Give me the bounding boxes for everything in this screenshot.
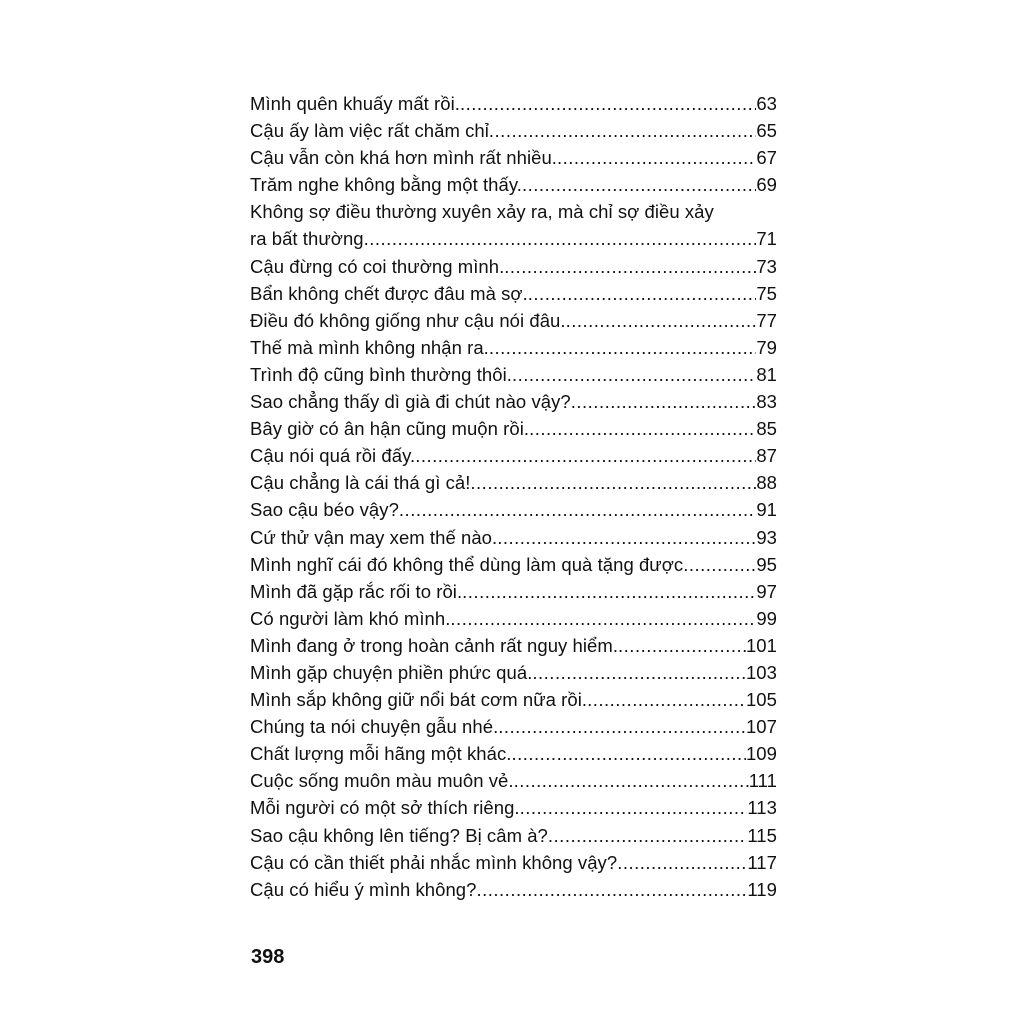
toc-entry-title: Cứ thử vận may xem thế nào. bbox=[250, 526, 498, 548]
toc-entry-page: 97 bbox=[756, 580, 777, 602]
toc-entry bbox=[250, 496, 777, 523]
dot-leader bbox=[504, 253, 756, 280]
table-of-contents bbox=[250, 90, 777, 903]
toc-entry-line bbox=[250, 659, 777, 686]
toc-entry-title: Trình độ cũng bình thường thôi. bbox=[250, 363, 512, 385]
toc-entry-page: 79 bbox=[756, 336, 777, 358]
toc-entry-page: 95 bbox=[756, 553, 777, 575]
toc-entry-title: Cuộc sống muôn màu muôn vẻ. bbox=[250, 770, 514, 792]
toc-entry-line bbox=[250, 794, 777, 821]
toc-entry bbox=[250, 605, 777, 632]
toc-entry bbox=[250, 659, 777, 686]
toc-entry-line bbox=[250, 415, 777, 442]
toc-entry-title-first-line: Không sợ điều thường xuyên xảy ra, mà chỉ sợ điều xảy bbox=[250, 201, 714, 223]
toc-entry-title: Cậu vẫn còn khá hơn mình rất nhiều. bbox=[250, 147, 557, 169]
dot-leader bbox=[617, 849, 747, 876]
toc-entry-title: Cậu chẳng là cái thá gì cả! bbox=[250, 472, 471, 494]
dot-leader bbox=[489, 334, 756, 361]
toc-entry-line bbox=[250, 388, 777, 415]
toc-entry bbox=[250, 280, 777, 307]
toc-entry-page: 69 bbox=[756, 174, 777, 196]
toc-entry-title: Mình gặp chuyện phiền phức quá. bbox=[250, 661, 533, 683]
dot-leader bbox=[520, 794, 748, 821]
toc-entry-page: 83 bbox=[756, 391, 777, 413]
toc-entry-line bbox=[250, 144, 777, 171]
dot-leader bbox=[512, 361, 756, 388]
toc-entry-page: 77 bbox=[756, 309, 777, 331]
toc-entry-page: 111 bbox=[748, 770, 777, 792]
toc-entry-line bbox=[250, 361, 777, 388]
toc-entry-line bbox=[250, 551, 777, 578]
toc-entry-page: 81 bbox=[756, 363, 777, 385]
toc-entry-page: 75 bbox=[756, 282, 777, 304]
toc-entry-line bbox=[250, 849, 777, 876]
toc-entry-page: 93 bbox=[756, 526, 777, 548]
toc-entry-line bbox=[250, 822, 777, 849]
toc-entry bbox=[250, 117, 777, 144]
dot-leader bbox=[415, 442, 756, 469]
toc-entry-line bbox=[250, 117, 777, 144]
dot-leader bbox=[514, 767, 749, 794]
dot-leader bbox=[571, 388, 757, 415]
toc-entry bbox=[250, 469, 777, 496]
toc-entry-title: Thế mà mình không nhận ra. bbox=[250, 336, 489, 358]
toc-entry-page: 88 bbox=[756, 472, 777, 494]
toc-entry-page: 73 bbox=[756, 255, 777, 277]
dot-leader bbox=[450, 605, 756, 632]
toc-entry-line bbox=[250, 469, 777, 496]
toc-entry-title: Sao cậu béo vậy? bbox=[250, 499, 399, 521]
toc-entry-title: Mình đã gặp rắc rối to rồi. bbox=[250, 580, 463, 602]
dot-leader bbox=[532, 659, 746, 686]
toc-entry-page: 103 bbox=[745, 661, 777, 683]
dot-leader bbox=[498, 713, 746, 740]
toc-entry-page: 107 bbox=[745, 716, 777, 738]
dot-leader bbox=[522, 171, 756, 198]
dot-leader bbox=[529, 415, 756, 442]
toc-entry-line bbox=[250, 605, 777, 632]
toc-entry-title: Mỗi người có một sở thích riêng. bbox=[250, 797, 520, 819]
dot-leader bbox=[548, 822, 747, 849]
toc-entry-line bbox=[250, 253, 777, 280]
toc-entry bbox=[250, 578, 777, 605]
dot-leader bbox=[497, 524, 756, 551]
toc-entry bbox=[250, 713, 777, 740]
toc-entry-page: 113 bbox=[747, 797, 777, 819]
toc-entry-title: Sao cậu không lên tiếng? Bị câm à? bbox=[250, 824, 548, 846]
toc-entry bbox=[250, 551, 777, 578]
toc-entry-page: 91 bbox=[756, 499, 777, 521]
toc-entry bbox=[250, 307, 777, 334]
toc-entry-line bbox=[250, 307, 777, 334]
toc-entry bbox=[250, 740, 777, 767]
toc-entry-line bbox=[250, 632, 777, 659]
dot-leader bbox=[683, 551, 756, 578]
toc-entry-line bbox=[250, 713, 777, 740]
toc-entry-title: Bây giờ có ân hận cũng muộn rồi. bbox=[250, 418, 530, 440]
dot-leader bbox=[566, 307, 757, 334]
toc-entry-line bbox=[250, 90, 777, 117]
page-number: 398 bbox=[251, 946, 285, 968]
toc-entry-page: 85 bbox=[756, 418, 777, 440]
toc-entry bbox=[250, 361, 777, 388]
dot-leader bbox=[618, 632, 746, 659]
toc-entry-line bbox=[250, 496, 777, 523]
toc-entry-title: Trăm nghe không bằng một thấy. bbox=[250, 174, 522, 196]
toc-entry-page: 105 bbox=[745, 689, 777, 711]
dot-leader bbox=[399, 496, 756, 523]
toc-entry-line bbox=[250, 686, 777, 713]
toc-entry-title: Bẩn không chết được đâu mà sợ. bbox=[250, 282, 528, 304]
dot-leader bbox=[462, 578, 756, 605]
toc-entry-page: 71 bbox=[756, 228, 777, 250]
dot-leader bbox=[364, 225, 757, 252]
toc-entry-page: 65 bbox=[756, 120, 777, 142]
toc-entry bbox=[250, 632, 777, 659]
toc-entry-page: 119 bbox=[747, 878, 777, 900]
toc-entry-page: 101 bbox=[745, 634, 777, 656]
toc-entry bbox=[250, 415, 777, 442]
toc-entry bbox=[250, 442, 777, 469]
toc-entry bbox=[250, 388, 777, 415]
toc-entry-line bbox=[250, 767, 777, 794]
toc-entry bbox=[250, 794, 777, 821]
toc-entry-page: 87 bbox=[756, 445, 777, 467]
toc-entry-line bbox=[250, 280, 777, 307]
toc-entry-line bbox=[250, 225, 777, 252]
dot-leader bbox=[460, 90, 756, 117]
toc-entry bbox=[250, 144, 777, 171]
dot-leader bbox=[470, 469, 756, 496]
toc-entry bbox=[250, 686, 777, 713]
toc-entry bbox=[250, 822, 777, 849]
dot-leader bbox=[557, 144, 756, 171]
toc-entry bbox=[250, 90, 777, 117]
toc-entry-title: Chúng ta nói chuyện gẫu nhé. bbox=[250, 716, 499, 738]
toc-entry-title: Điều đó không giống như cậu nói đâu. bbox=[250, 309, 566, 331]
toc-entry bbox=[250, 524, 777, 551]
dot-leader bbox=[528, 280, 757, 307]
toc-entry-line bbox=[250, 578, 777, 605]
toc-entry-line bbox=[250, 876, 777, 903]
toc-entry-line bbox=[250, 334, 777, 361]
toc-entry-line bbox=[250, 171, 777, 198]
toc-entry bbox=[250, 171, 777, 198]
toc-entry bbox=[250, 849, 777, 876]
toc-entry-page: 67 bbox=[756, 147, 777, 169]
toc-entry-title: Mình quên khuấy mất rồi. bbox=[250, 93, 460, 114]
toc-entry bbox=[250, 334, 777, 361]
toc-entry-title: Mình nghĩ cái đó không thể dùng làm quà tặng được bbox=[250, 553, 684, 575]
toc-entry-line bbox=[250, 740, 777, 767]
toc-entry-title: Sao chẳng thấy dì già đi chút nào vậy? bbox=[250, 391, 571, 413]
toc-entry-title: Chất lượng mỗi hãng một khác. bbox=[250, 743, 512, 765]
toc-entry-title: Cậu đừng có coi thường mình. bbox=[250, 255, 505, 277]
toc-entry-title: Cậu có cần thiết phải nhắc mình không vậy? bbox=[250, 851, 618, 873]
toc-entry-title: Cậu ấy làm việc rất chăm chỉ bbox=[250, 120, 489, 142]
toc-entry bbox=[250, 253, 777, 280]
toc-entry-page: 109 bbox=[745, 743, 777, 765]
toc-entry-title: Cậu nói quá rồi đấy. bbox=[250, 445, 416, 467]
toc-entry bbox=[250, 876, 777, 903]
toc-entry-title: Mình sắp không giữ nổi bát cơm nữa rồi. bbox=[250, 689, 588, 711]
toc-entry-page: 99 bbox=[756, 607, 777, 629]
dot-leader bbox=[489, 117, 756, 144]
dot-leader bbox=[476, 876, 747, 903]
toc-entry-page: 117 bbox=[747, 851, 777, 873]
toc-entry-page: 63 bbox=[756, 93, 777, 114]
toc-entry-title: ra bất thường bbox=[250, 228, 364, 250]
toc-entry-page: 115 bbox=[747, 824, 777, 846]
toc-entry-title: Mình đang ở trong hoàn cảnh rất nguy hiểm. bbox=[250, 634, 619, 656]
toc-entry bbox=[250, 767, 777, 794]
toc-entry-title: Cậu có hiểu ý mình không? bbox=[250, 878, 477, 900]
toc-entry bbox=[250, 198, 777, 252]
toc-entry-line bbox=[250, 524, 777, 551]
dot-leader bbox=[511, 740, 746, 767]
dot-leader bbox=[587, 686, 746, 713]
toc-entry-title: Có người làm khó mình. bbox=[250, 607, 451, 629]
toc-entry-line bbox=[250, 442, 777, 469]
